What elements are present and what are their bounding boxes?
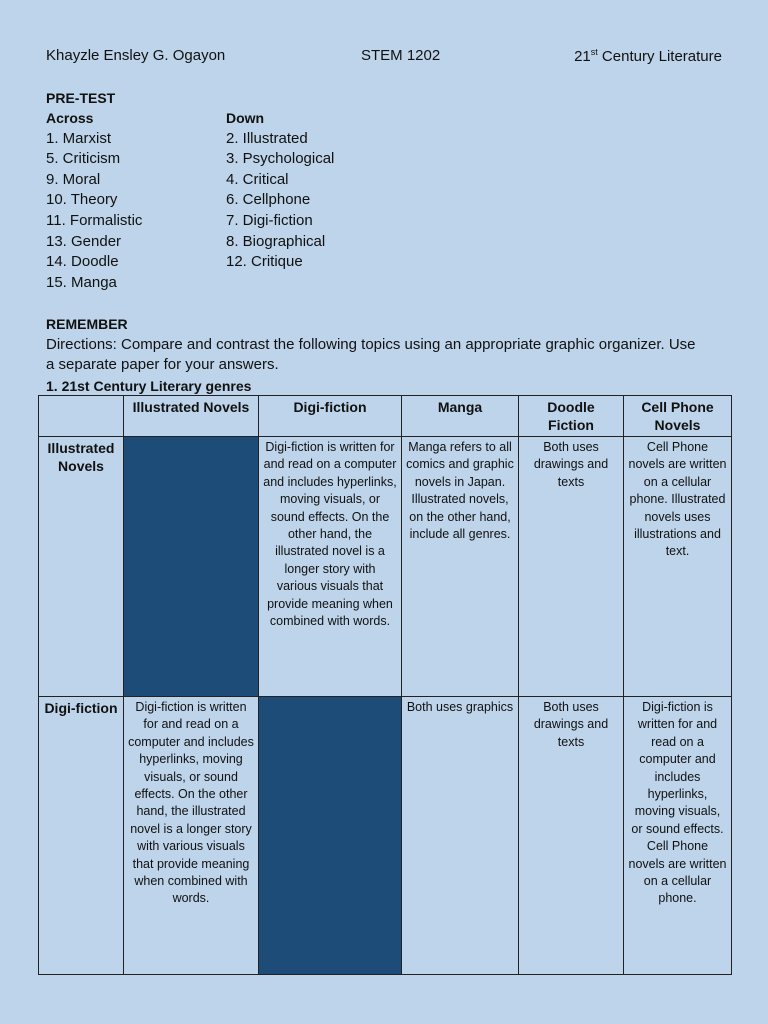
down-item: 4. Critical (226, 170, 289, 188)
comparison-table (38, 395, 732, 975)
table-row (39, 697, 732, 975)
row-header: Illustrated Novels (39, 437, 124, 697)
down-label: Down (226, 110, 265, 126)
down-item: 3. Psychological (226, 150, 335, 168)
table-cell: Digi-fiction is written for and read on a computer and includes hyperlinks, moving visuals, or sound effects. Cell Phone novels are written on a cellular phone. (624, 697, 732, 975)
across-item: 1. Marxist (46, 129, 112, 147)
across-list (46, 108, 142, 293)
down-list (226, 108, 334, 273)
table-cell: Both uses drawings and texts (519, 437, 624, 697)
row-header: Digi-fiction (39, 697, 124, 975)
table-row (39, 437, 732, 697)
across-label: Across (46, 110, 94, 126)
down-item: 7. Digi-fiction (226, 211, 313, 229)
across-item: 15. Manga (46, 273, 117, 291)
down-item: 6. Cellphone (226, 191, 311, 209)
across-item: 11. Formalistic (46, 211, 143, 229)
down-item: 12. Critique (226, 253, 303, 271)
column-header-empty (39, 396, 124, 437)
directions-text: Directions: Compare and contrast the following topics using an appropriate graphic organizer. Use a separate paper for your answers. (46, 335, 696, 373)
table-header-row (39, 396, 732, 437)
section-title: 1. 21st Century Literary genres (46, 377, 252, 394)
pretest-heading (46, 88, 115, 109)
table-cell: Digi-fiction is written for and read on a computer and includes hyperlinks, moving visuals, or sound effects. On the other hand, the illustrated novel is a longer story with various visuals that provide meaning when combined with words. (124, 697, 259, 975)
across-item: 9. Moral (46, 170, 101, 188)
remember-title: REMEMBER (46, 316, 128, 332)
shaded-cell (124, 437, 259, 697)
down-item: 2. Illustrated (226, 129, 308, 147)
student-name: Khayzle Ensley G. Ogayon (46, 47, 226, 64)
table-cell: Manga refers to all comics and graphic novels in Japan. Illustrated novels, on the other hand, include all genres. (402, 437, 519, 697)
document-header (46, 47, 722, 67)
shaded-cell (259, 697, 402, 975)
column-header: Digi-fiction (259, 396, 402, 437)
table-cell: Cell Phone novels are written on a cellular phone. Illustrated novels uses illustrations and text. (624, 437, 732, 697)
column-header: Illustrated Novels (124, 396, 259, 437)
across-item: 14. Doodle (46, 253, 119, 271)
remember-section (46, 314, 706, 396)
across-item: 5. Criticism (46, 150, 121, 168)
class-section: STEM 1202 (361, 47, 441, 64)
table-cell: Both uses graphics (402, 697, 519, 975)
pretest-title: PRE-TEST (46, 90, 116, 106)
subject-title: 21st Century Literature (574, 47, 722, 65)
table-cell: Both uses drawings and texts (519, 697, 624, 975)
column-header: Manga (402, 396, 519, 437)
across-item: 13. Gender (46, 232, 122, 250)
column-header: Doodle Fiction (519, 396, 624, 437)
table-cell: Digi-fiction is written for and read on a computer and includes hyperlinks, moving visuals, or sound effects. On the other hand, the illustrated novel is a longer story with various visuals that provide meaning when combined with words. (259, 437, 402, 697)
column-header: Cell Phone Novels (624, 396, 732, 437)
across-item: 10. Theory (46, 191, 118, 209)
down-item: 8. Biographical (226, 232, 326, 250)
